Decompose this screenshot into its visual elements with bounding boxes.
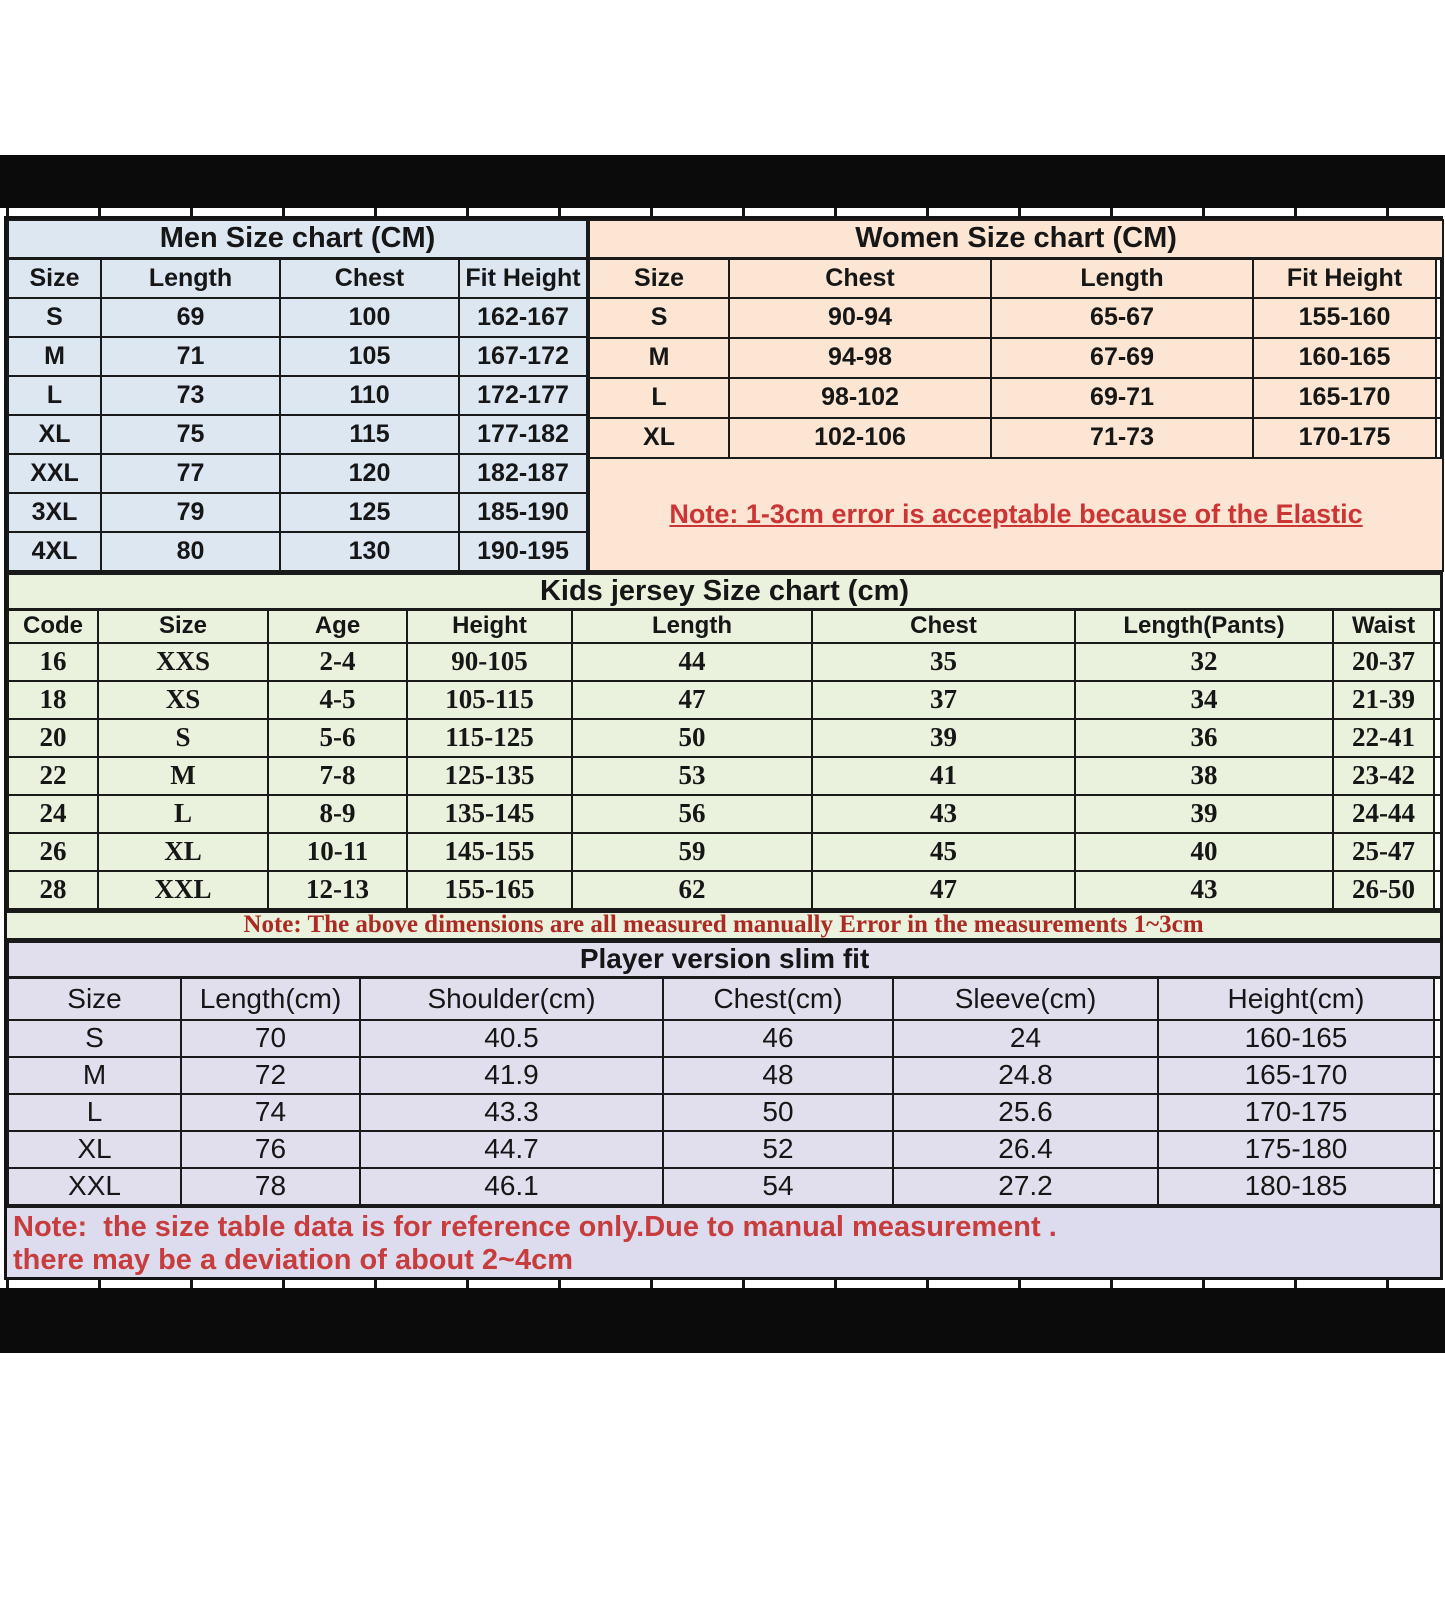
cropped-column-sliver: [1434, 681, 1441, 719]
player-table-row: [8, 1168, 1441, 1205]
kids-measurement-note: Note: The above dimensions are all measured manually Error in the measurements 1~3cm: [7, 910, 1440, 941]
men-cell: 80: [101, 532, 280, 571]
kids-cell: L: [98, 795, 268, 833]
kids-cell: XL: [98, 833, 268, 871]
women-table-row: [589, 338, 1443, 378]
men-cell: 115: [280, 415, 459, 454]
kids-cell: 32: [1075, 643, 1333, 681]
player-cell: 78: [181, 1168, 360, 1205]
women-table-row: [589, 298, 1443, 338]
women-size-table: [588, 219, 1444, 572]
kids-table-row: [8, 643, 1441, 681]
player-column-header: Height(cm): [1158, 978, 1434, 1020]
kids-cell: 39: [1075, 795, 1333, 833]
women-cell: 67-69: [991, 338, 1253, 378]
women-column-header: Fit Height: [1253, 258, 1436, 298]
kids-cell: 24-44: [1333, 795, 1434, 833]
men-table-row: [8, 493, 587, 532]
women-table-title: Women Size chart (CM): [589, 220, 1443, 258]
player-table-row: [8, 1094, 1441, 1131]
kids-column-header: Length: [572, 610, 812, 643]
player-cell: 72: [181, 1057, 360, 1094]
player-cell: 70: [181, 1020, 360, 1057]
women-table-title-row: [589, 220, 1443, 258]
player-column-header: Shoulder(cm): [360, 978, 663, 1020]
women-column-header: Chest: [729, 258, 991, 298]
men-cell: M: [8, 337, 101, 376]
cropped-column-sliver: [1436, 258, 1443, 298]
cropped-column-sliver: [1434, 1094, 1441, 1131]
kids-cell: 105-115: [407, 681, 572, 719]
kids-cell: 40: [1075, 833, 1333, 871]
men-cell: 162-167: [459, 298, 587, 337]
kids-cell: 62: [572, 871, 812, 909]
player-version-table: [7, 941, 1442, 1206]
men-cell: 182-187: [459, 454, 587, 493]
kids-cell: 12-13: [268, 871, 407, 909]
men-table-row: [8, 337, 587, 376]
player-cell: 52: [663, 1131, 893, 1168]
player-cell: 180-185: [1158, 1168, 1434, 1205]
men-cell: 71: [101, 337, 280, 376]
cropped-column-sliver: [1434, 1131, 1441, 1168]
player-cell: L: [8, 1094, 181, 1131]
men-table-row: [8, 532, 587, 571]
player-cell: 54: [663, 1168, 893, 1205]
kids-cell: 47: [572, 681, 812, 719]
bottom-black-bar: [0, 1288, 1445, 1353]
kids-cell: 47: [812, 871, 1075, 909]
cropped-column-sliver: [1434, 610, 1441, 643]
player-cell: 27.2: [893, 1168, 1158, 1205]
kids-table-row: [8, 719, 1441, 757]
kids-table-title: Kids jersey Size chart (cm): [8, 574, 1441, 610]
player-cell: 25.6: [893, 1094, 1158, 1131]
kids-header-row: [8, 610, 1441, 643]
player-cell: 26.4: [893, 1131, 1158, 1168]
kids-cell: 59: [572, 833, 812, 871]
cropped-column-sliver: [1436, 298, 1443, 338]
kids-cell: 4-5: [268, 681, 407, 719]
men-table-title: Men Size chart (CM): [8, 220, 587, 258]
player-cell: 76: [181, 1131, 360, 1168]
cropped-column-sliver: [1434, 978, 1441, 1020]
cropped-column-sliver: [1434, 1020, 1441, 1057]
men-table-row: [8, 415, 587, 454]
women-table-body: [589, 298, 1443, 458]
kids-size-table: [7, 572, 1442, 910]
cropped-column-sliver: [1436, 338, 1443, 378]
player-cell: 170-175: [1158, 1094, 1434, 1131]
men-cell: L: [8, 376, 101, 415]
men-cell: 190-195: [459, 532, 587, 571]
cropped-column-sliver: [1434, 1057, 1441, 1094]
women-cell: S: [589, 298, 729, 338]
player-cell: XL: [8, 1131, 181, 1168]
kids-cell: 25-47: [1333, 833, 1434, 871]
player-cell: 41.9: [360, 1057, 663, 1094]
kids-cell: 16: [8, 643, 98, 681]
kids-cell: 22-41: [1333, 719, 1434, 757]
women-cell: M: [589, 338, 729, 378]
cropped-column-sliver: [1434, 795, 1441, 833]
player-table-row: [8, 1057, 1441, 1094]
women-note-cell: [589, 458, 1443, 572]
men-cell: 130: [280, 532, 459, 571]
kids-column-header: Age: [268, 610, 407, 643]
player-cell: 24.8: [893, 1057, 1158, 1094]
cropped-column-sliver: [1434, 757, 1441, 795]
kids-table-title-row: [8, 574, 1441, 610]
kids-table-row: [8, 681, 1441, 719]
men-size-table: [7, 219, 588, 572]
player-table-title: Player version slim fit: [8, 942, 1441, 978]
cropped-column-sliver: [1436, 378, 1443, 418]
women-note-area: [589, 458, 1443, 572]
men-cell: 100: [280, 298, 459, 337]
men-table-row: [8, 298, 587, 337]
men-column-header: Fit Height: [459, 258, 587, 298]
kids-cell: XXL: [98, 871, 268, 909]
kids-column-header: Chest: [812, 610, 1075, 643]
kids-cell: 45: [812, 833, 1075, 871]
cropped-column-sliver: [1436, 418, 1443, 458]
kids-cell: 2-4: [268, 643, 407, 681]
footer-note-line2: there may be a deviation of about 2~4cm: [13, 1243, 574, 1276]
footer-note-line1: Note: the size table data is for reference only.Due to manual measurement .: [13, 1210, 1057, 1243]
men-cell: 3XL: [8, 493, 101, 532]
top-black-bar: [0, 155, 1445, 208]
women-column-header: Size: [589, 258, 729, 298]
men-cell: 69: [101, 298, 280, 337]
kids-cell: 36: [1075, 719, 1333, 757]
player-table-body: [8, 1020, 1441, 1205]
kids-cell: 34: [1075, 681, 1333, 719]
men-cell: S: [8, 298, 101, 337]
player-cell: S: [8, 1020, 181, 1057]
kids-cell: S: [98, 719, 268, 757]
women-cell: 65-67: [991, 298, 1253, 338]
kids-cell: 26: [8, 833, 98, 871]
kids-cell: 24: [8, 795, 98, 833]
kids-column-header: Code: [8, 610, 98, 643]
men-cell: 4XL: [8, 532, 101, 571]
women-cell: 165-170: [1253, 378, 1436, 418]
player-cell: 24: [893, 1020, 1158, 1057]
player-cell: 160-165: [1158, 1020, 1434, 1057]
player-cell: 50: [663, 1094, 893, 1131]
kids-column-header: Length(Pants): [1075, 610, 1333, 643]
kids-cell: 20-37: [1333, 643, 1434, 681]
kids-cell: M: [98, 757, 268, 795]
kids-cell: 37: [812, 681, 1075, 719]
kids-cell: 22: [8, 757, 98, 795]
kids-cell: 155-165: [407, 871, 572, 909]
men-table-row: [8, 376, 587, 415]
kids-cell: 43: [812, 795, 1075, 833]
player-cell: 48: [663, 1057, 893, 1094]
men-table-row: [8, 454, 587, 493]
kids-cell: 44: [572, 643, 812, 681]
men-cell: 120: [280, 454, 459, 493]
women-cell: 155-160: [1253, 298, 1436, 338]
kids-table-row: [8, 757, 1441, 795]
page: [0, 155, 1445, 1600]
bottom-cropped-row-ticks: [0, 1280, 1441, 1288]
player-column-header: Size: [8, 978, 181, 1020]
men-cell: 77: [101, 454, 280, 493]
women-cell: 98-102: [729, 378, 991, 418]
kids-cell: 10-11: [268, 833, 407, 871]
kids-cell: 28: [8, 871, 98, 909]
men-cell: 172-177: [459, 376, 587, 415]
cropped-column-sliver: [1434, 871, 1441, 909]
player-cell: 175-180: [1158, 1131, 1434, 1168]
player-cell: 44.7: [360, 1131, 663, 1168]
women-cell: 69-71: [991, 378, 1253, 418]
men-cell: 79: [101, 493, 280, 532]
men-column-header: Length: [101, 258, 280, 298]
kids-cell: 41: [812, 757, 1075, 795]
women-cell: 71-73: [991, 418, 1253, 458]
men-cell: 75: [101, 415, 280, 454]
kids-column-header: Size: [98, 610, 268, 643]
cropped-column-sliver: [1434, 643, 1441, 681]
player-cell: M: [8, 1057, 181, 1094]
men-cell: 167-172: [459, 337, 587, 376]
kids-table-row: [8, 795, 1441, 833]
women-elastic-note: Note: 1-3cm error is acceptable because of the Elastic: [669, 498, 1363, 529]
player-cell: 46.1: [360, 1168, 663, 1205]
men-women-section: [7, 219, 1440, 572]
kids-cell: 23-42: [1333, 757, 1434, 795]
men-cell: 105: [280, 337, 459, 376]
women-header-row: [589, 258, 1443, 298]
kids-table-row: [8, 833, 1441, 871]
kids-cell: 125-135: [407, 757, 572, 795]
player-cell: 40.5: [360, 1020, 663, 1057]
kids-cell: 26-50: [1333, 871, 1434, 909]
men-header-row: [8, 258, 587, 298]
kids-table-body: [8, 643, 1441, 909]
women-cell: XL: [589, 418, 729, 458]
kids-cell: 50: [572, 719, 812, 757]
kids-cell: 39: [812, 719, 1075, 757]
player-column-header: Sleeve(cm): [893, 978, 1158, 1020]
top-cropped-row-ticks: [0, 208, 1441, 216]
player-cell: 74: [181, 1094, 360, 1131]
player-cell: 43.3: [360, 1094, 663, 1131]
kids-column-header: Waist: [1333, 610, 1434, 643]
kids-cell: 35: [812, 643, 1075, 681]
women-column-header: Length: [991, 258, 1253, 298]
men-cell: 185-190: [459, 493, 587, 532]
kids-cell: 21-39: [1333, 681, 1434, 719]
size-chart-sheet: [4, 216, 1443, 1280]
men-column-header: Size: [8, 258, 101, 298]
player-cell: 165-170: [1158, 1057, 1434, 1094]
men-cell: 73: [101, 376, 280, 415]
men-cell: XXL: [8, 454, 101, 493]
player-table-row: [8, 1020, 1441, 1057]
footer-reference-note: [7, 1206, 1440, 1277]
player-column-header: Length(cm): [181, 978, 360, 1020]
kids-cell: XS: [98, 681, 268, 719]
kids-cell: 43: [1075, 871, 1333, 909]
kids-cell: 145-155: [407, 833, 572, 871]
men-cell: XL: [8, 415, 101, 454]
cropped-column-sliver: [1434, 719, 1441, 757]
men-cell: 110: [280, 376, 459, 415]
kids-column-header: Height: [407, 610, 572, 643]
kids-cell: 5-6: [268, 719, 407, 757]
men-table-body: [8, 298, 587, 571]
kids-cell: 53: [572, 757, 812, 795]
women-table-row: [589, 418, 1443, 458]
women-cell: 102-106: [729, 418, 991, 458]
kids-cell: 20: [8, 719, 98, 757]
kids-cell: 135-145: [407, 795, 572, 833]
player-table-row: [8, 1131, 1441, 1168]
player-column-header: Chest(cm): [663, 978, 893, 1020]
women-cell: L: [589, 378, 729, 418]
men-column-header: Chest: [280, 258, 459, 298]
women-cell: 170-175: [1253, 418, 1436, 458]
women-cell: 90-94: [729, 298, 991, 338]
kids-cell: 115-125: [407, 719, 572, 757]
player-cell: XXL: [8, 1168, 181, 1205]
women-table-row: [589, 378, 1443, 418]
women-cell: 160-165: [1253, 338, 1436, 378]
men-table-title-row: [8, 220, 587, 258]
men-cell: 125: [280, 493, 459, 532]
player-header-row: [8, 978, 1441, 1020]
women-note-row: [589, 458, 1443, 572]
kids-cell: 8-9: [268, 795, 407, 833]
player-cell: 46: [663, 1020, 893, 1057]
kids-cell: 38: [1075, 757, 1333, 795]
kids-cell: 7-8: [268, 757, 407, 795]
cropped-column-sliver: [1434, 1168, 1441, 1205]
kids-table-row: [8, 871, 1441, 909]
kids-cell: 90-105: [407, 643, 572, 681]
cropped-column-sliver: [1434, 833, 1441, 871]
kids-cell: 56: [572, 795, 812, 833]
player-table-title-row: [8, 942, 1441, 978]
kids-cell: XXS: [98, 643, 268, 681]
men-cell: 177-182: [459, 415, 587, 454]
kids-cell: 18: [8, 681, 98, 719]
women-cell: 94-98: [729, 338, 991, 378]
